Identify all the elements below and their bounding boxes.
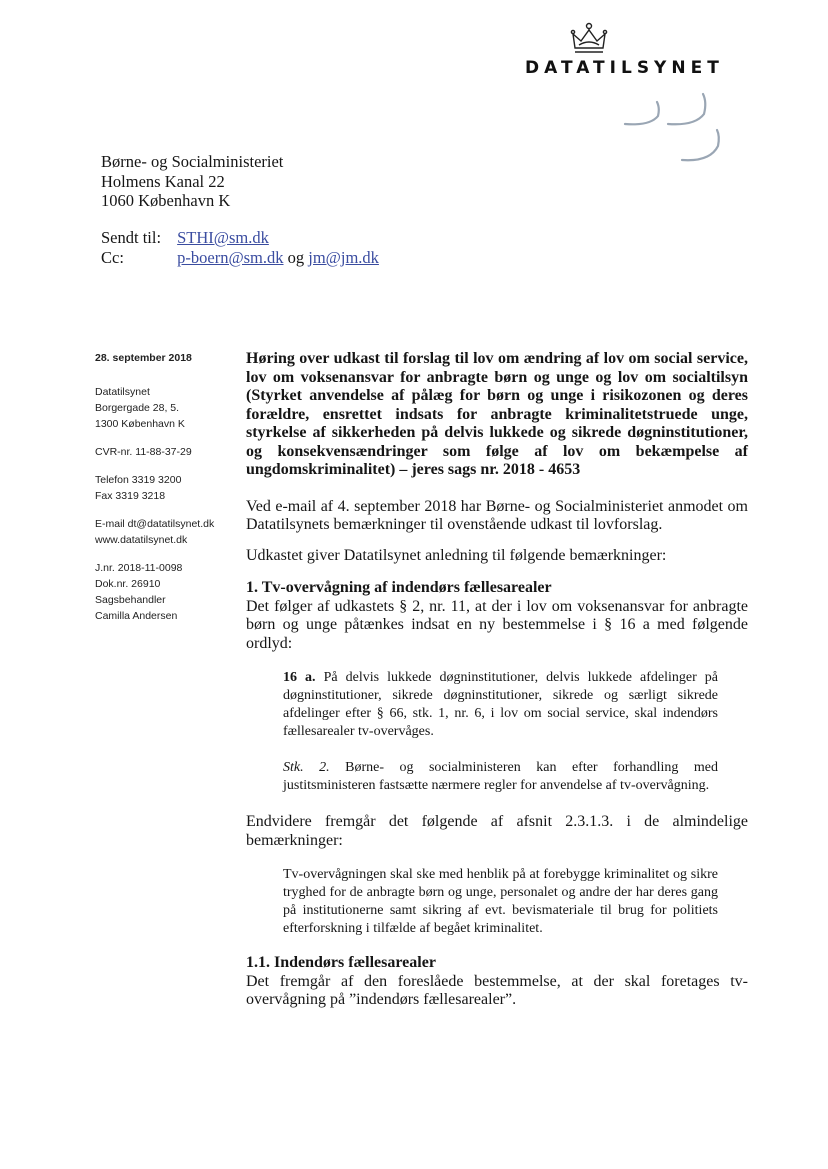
intro-paragraph-2: Udkastet giver Datatilsynet anledning til følgende bemærkninger: [246, 546, 667, 564]
paragraph-2: Endvidere fremgår det følgende af afsnit 2.3.1.3. i de almindelige bemærkninger: [246, 813, 748, 849]
quote-stk2-text: Børne- og socialministeren kan efter forhandling med justitsministeren fastsætte nærmere regler for anvendelse af tv-overvågning. [283, 760, 719, 793]
sender-website: www.datatilsynet.dk [95, 534, 188, 546]
sender-address-line1: Borgergade 28, 5. [95, 402, 180, 414]
quote-stk2 [283, 759, 718, 795]
sent-to-email-link[interactable]: STHI@sm.dk [177, 228, 269, 247]
document-number: Dok.nr. 26910 [95, 578, 161, 590]
sent-to-row [101, 228, 269, 248]
section-1-heading: 1. Tv-overvågning af indendørs fællesarealer [246, 579, 552, 596]
section-1-paragraph: Det følger af udkastets § 2, nr. 11, at der i lov om voksenansvar for anbragte børn og unge påtænkes indsat en ny bestemmelse i § 16 a med følgende ordlyd: [246, 597, 748, 652]
case-handler-name: Camilla Andersen [95, 610, 178, 622]
quote-16a-label: 16 a. [283, 670, 316, 685]
section-1-1-heading: 1.1. Indendørs fællesarealer [246, 954, 436, 971]
quote-16a-text: På delvis lukkede døgninstitutioner, delvis lukkede afdelinger på døgninstitutioner, sikrede døgninstitutioner, sikrede og særligt sikrede afdelinger efter § 66, stk. 1, nr. 6, i lov om social service, skal indendørs fællesarealer tv-overvåges. [283, 670, 718, 739]
crown-logo-icon [569, 22, 609, 58]
sender-cvr: CVR-nr. 11-88-37-29 [95, 446, 192, 458]
section-1-1-paragraph: Det fremgår af den foreslåede bestemmelse, at der skal foretages tv-overvågning på ”indendørs fællesarealer”. [246, 972, 748, 1008]
sender-org: Datatilsynet [95, 386, 150, 398]
cc-email-link-2[interactable]: jm@jm.dk [308, 248, 379, 267]
cc-row [101, 248, 379, 268]
journal-number: J.nr. 2018-11-0098 [95, 562, 183, 574]
sender-fax: Fax 3319 3218 [95, 490, 166, 502]
quote-stk2-label: Stk. 2. [283, 760, 330, 775]
recipient-address [101, 152, 283, 211]
subject-heading: Høring over udkast til forslag til lov om ændring af lov om social service, lov om voksenansvar for anbragte børn og unge og lov om socialtilsyn (Styrket anvendelse af pålæg for børn og unge i risikozonen og deres forældre, ensrettet indsats for anbragte kriminalitetstruede unge, styrkelse af sikkerheden på delvis lukkede og sikrede døgninstitutioner, og konsekvensændringer som følge af lov om bekæmpelse af ungdomskriminalitet) – jeres sags nr. 2018 - 4653 [246, 350, 748, 478]
letter-body [246, 350, 748, 1010]
recipient-name: Børne- og Socialministeriet [101, 152, 284, 171]
sender-email: E-mail dt@datatilsynet.dk [95, 518, 215, 530]
quote-remarks: Tv-overvågningen skal ske med henblik på at forebygge kriminalitet og sikre tryghed for de anbragte børn og unge, personalet og andre der har deres gang på institutionerne samt sikring af evt. bevismateriale til brug for politiets efterforskning i tilfælde af begået kriminalitet. [283, 867, 718, 936]
recipient-city: 1060 København K [101, 191, 231, 210]
cc-email-link-1[interactable]: p-boern@sm.dk [177, 248, 284, 267]
sender-sidebar [95, 350, 235, 624]
recipient-street: Holmens Kanal 22 [101, 171, 225, 191]
sender-address-line2: 1300 København K [95, 418, 185, 430]
case-handler-label: Sagsbehandler [95, 594, 166, 606]
logo-wordmark: DATATILSYNET [525, 58, 724, 78]
sent-to-label: Sendt til: [101, 228, 162, 247]
handwritten-initials [610, 88, 730, 168]
intro-paragraph: Ved e-mail af 4. september 2018 har Børne- og Socialministeriet anmodet om Datatilsynets bemærkninger til ovenstående udkast til lovforslag. [246, 497, 748, 533]
quote-16a [283, 669, 718, 741]
sender-phone: Telefon 3319 3200 [95, 474, 182, 486]
letter-date: 28. september 2018 [95, 352, 192, 364]
cc-joiner: og [287, 248, 305, 267]
cc-label: Cc: [101, 248, 124, 267]
